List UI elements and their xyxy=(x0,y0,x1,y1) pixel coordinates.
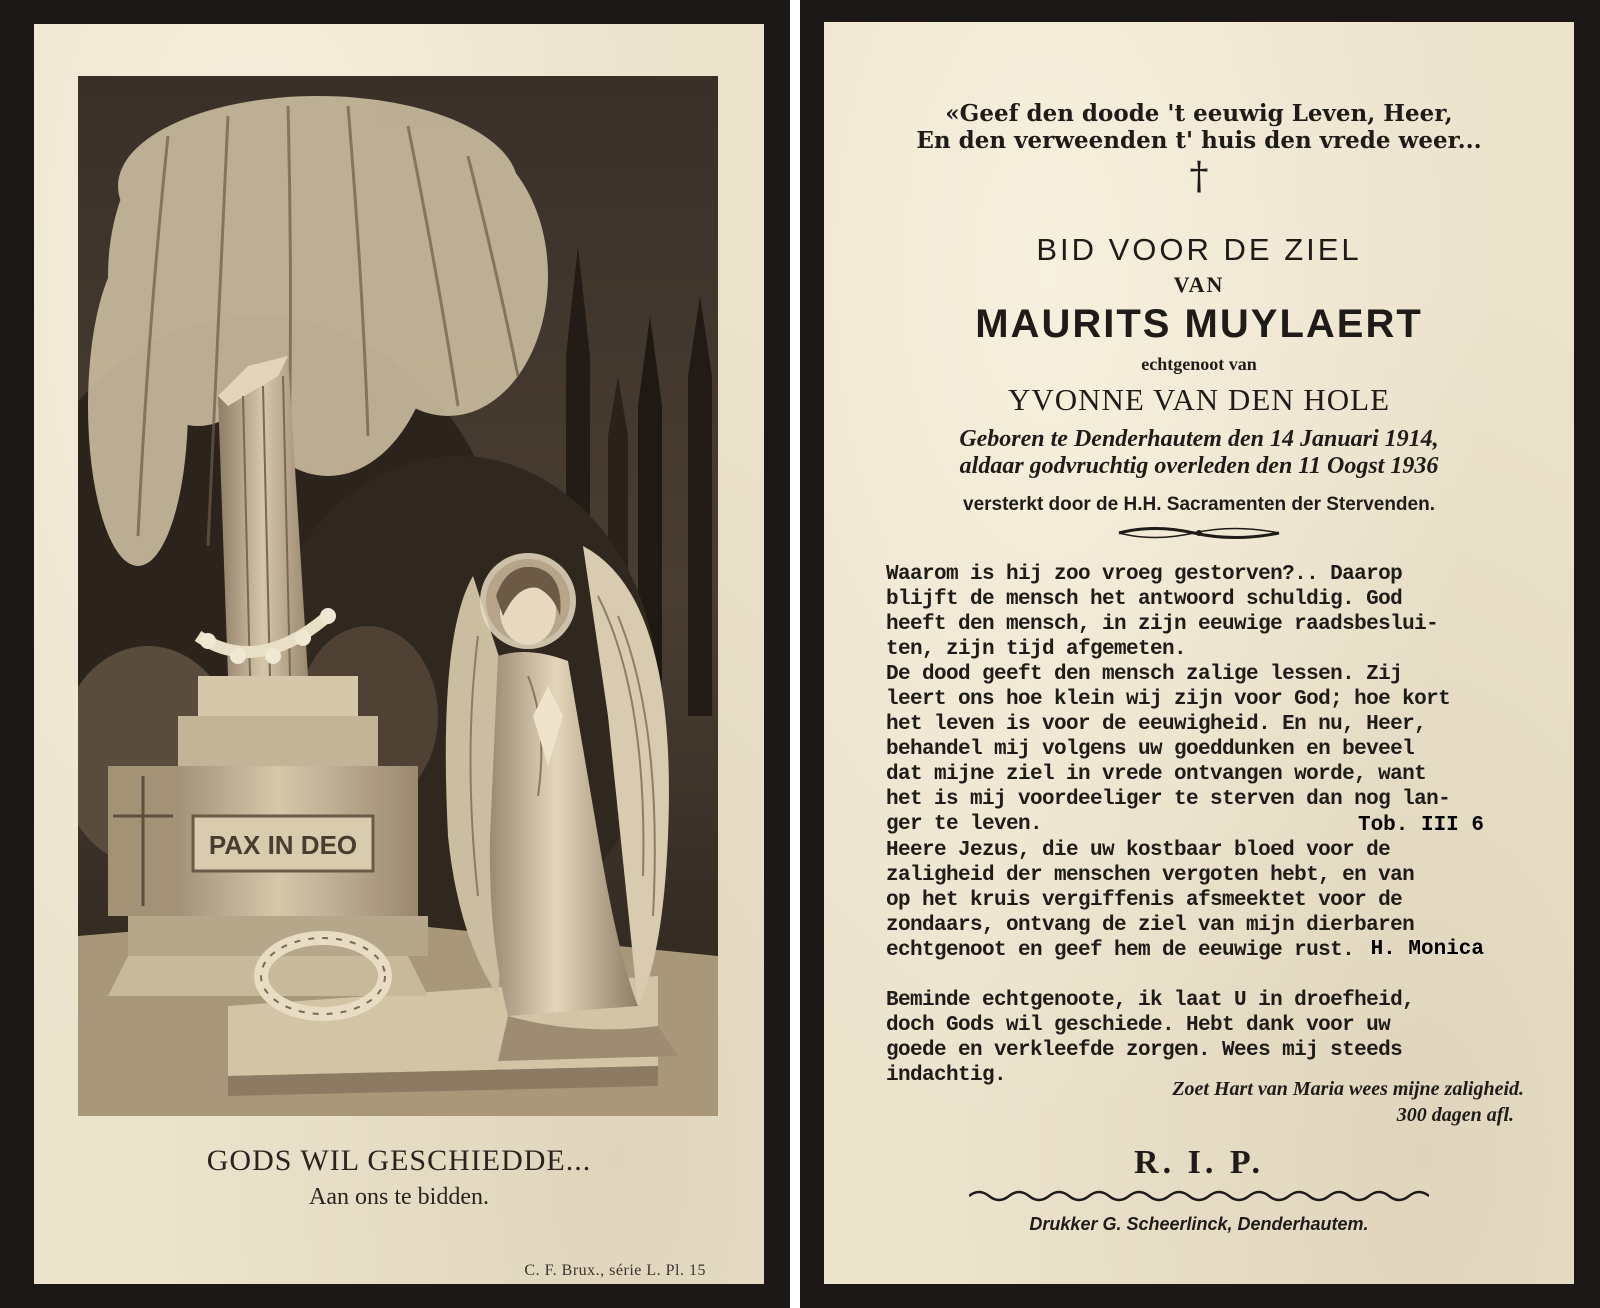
spouse-name: YVONNE VAN DEN HOLE xyxy=(1007,382,1391,417)
prayer-heading: BID VOOR DE ZIEL xyxy=(1036,232,1362,267)
text-line: goede en verkleefde zorgen. Wees mij steeds xyxy=(886,1039,1403,1062)
saint-attribution: H. Monica xyxy=(1370,938,1484,961)
verse-line: «Geef den doode 't eeuwig Leven, Heer, xyxy=(945,100,1453,127)
indulgence-note: 300 dagen afl. xyxy=(1396,1104,1514,1126)
text-line: Waarom is hij zoo vroeg gestorven?.. Daarop xyxy=(886,563,1403,586)
text-line: heeft den mensch, in zijn eeuwige raadsbeslui- xyxy=(886,613,1439,636)
death-line: aldaar godvruchtig overleden den 11 Oogst 1936 xyxy=(959,453,1439,479)
spouse-label: echtgenoot van xyxy=(1141,354,1257,374)
memorial-card-back xyxy=(800,0,1600,1308)
divider-ornament-icon xyxy=(824,522,1574,548)
text-line: blijft de mensch het antwoord schuldig. God xyxy=(886,588,1403,611)
cross-icon: † xyxy=(1189,154,1209,198)
verse-line: En den verweenden t' huis den vrede weer... xyxy=(916,127,1482,154)
text-line: zaligheid der menschen vergoten hebt, en van xyxy=(886,864,1415,887)
plaque-text: PAX IN DEO xyxy=(208,830,358,860)
caption-subtitle: Aan ons te bidden. xyxy=(309,1184,489,1210)
printer-credit: Drukker G. Scheerlinck, Denderhautem. xyxy=(1029,1214,1369,1234)
card-back-paper xyxy=(824,22,1574,1284)
paragraph-2 xyxy=(886,662,1536,837)
text-line: Beminde echtgenoote, ik laat U in droefheid, xyxy=(886,989,1415,1012)
text-line: Heere Jezus, die uw kostbaar bloed voor de xyxy=(886,839,1391,862)
wavy-divider-icon xyxy=(824,1188,1574,1208)
life-dates xyxy=(824,426,1574,480)
text-line: behandel mij volgens uw goeddunken en beveel xyxy=(886,738,1415,761)
van-label: VAN xyxy=(1173,272,1225,297)
publisher-credit: C. F. Brux., série L. Pl. 15 xyxy=(524,1262,706,1279)
text-line: dat mijne ziel in vrede ontvangen worde, want xyxy=(886,763,1427,786)
caption-title: GODS WIL GESCHIEDDE... xyxy=(206,1144,592,1177)
text-line: het is mij voordeeliger te sterven dan nog lan- xyxy=(886,788,1451,811)
memorial-card-front xyxy=(0,0,790,1308)
birth-line: Geboren te Denderhautem den 14 Januari 1914, xyxy=(959,426,1439,452)
sacraments-line: versterkt door de H.H. Sacramenten der Stervenden. xyxy=(963,494,1435,515)
closing-prayer: Zoet Hart van Maria wees mijne zaligheid. xyxy=(1172,1078,1524,1100)
paragraph-4 xyxy=(886,988,1536,1088)
memorial-illustration xyxy=(78,76,718,1116)
deceased-name: MAURITS MUYLAERT xyxy=(975,302,1423,346)
paragraph-1 xyxy=(886,562,1536,662)
rip-text: R. I. P. xyxy=(1134,1144,1264,1181)
text-line: leert ons hoe klein wij zijn voor God; hoe kort xyxy=(886,688,1451,711)
text-line: het leven is voor de eeuwigheid. En nu, Heer, xyxy=(886,713,1427,736)
text-line: zondaars, ontvang de ziel van mijn dierbaren xyxy=(886,914,1415,937)
card-front-paper xyxy=(34,24,764,1284)
text-line: ger te leven. xyxy=(886,813,1043,836)
text-line: ten, zijn tijd afgemeten. xyxy=(886,638,1187,661)
text-line: De dood geeft den mensch zalige lessen. Zij xyxy=(886,663,1403,686)
text-line: indachtig. xyxy=(886,1064,1007,1087)
scripture-reference: Tob. III 6 xyxy=(1357,814,1484,837)
text-line: doch Gods wil geschiede. Hebt dank voor uw xyxy=(886,1014,1391,1037)
text-line: echtgenoot en geef hem de eeuwige rust. xyxy=(886,939,1355,962)
opening-verse xyxy=(824,100,1574,154)
angel-grave-illustration xyxy=(78,76,718,1116)
text-line: op het kruis vergiffenis afsmeektet voor de xyxy=(886,889,1403,912)
